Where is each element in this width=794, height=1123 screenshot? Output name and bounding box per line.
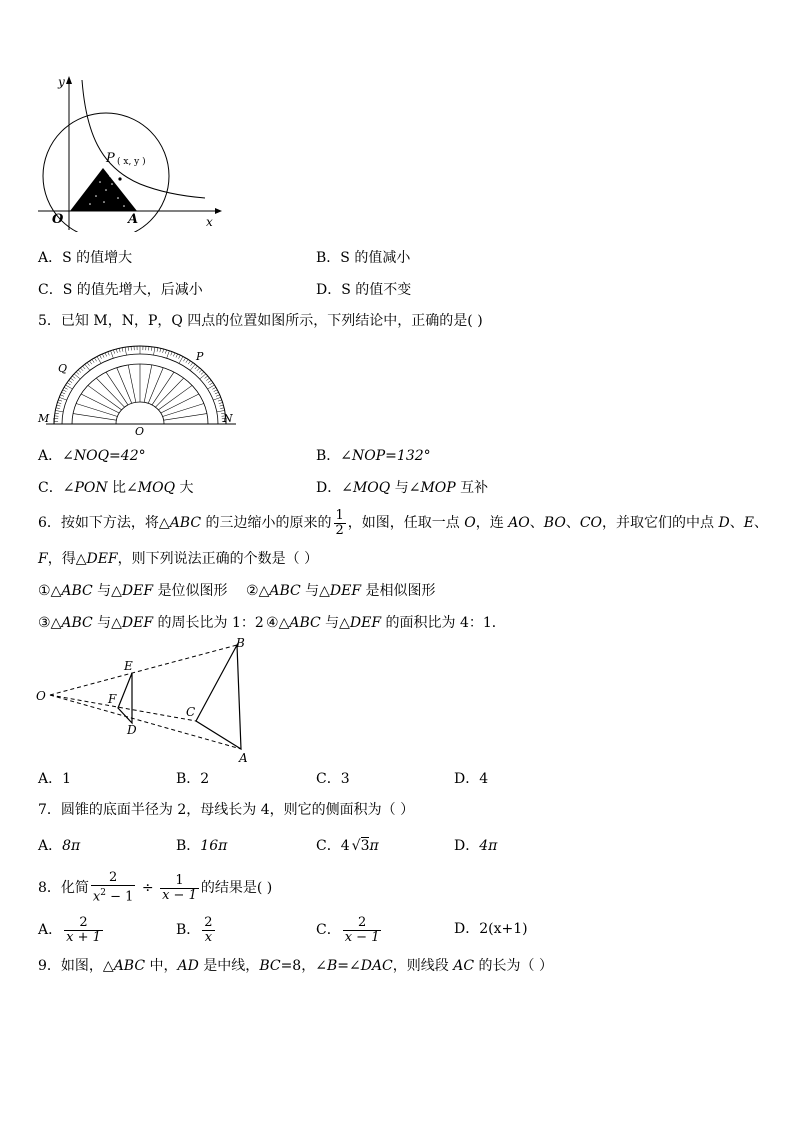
protractor-tick [195,366,198,369]
protractor-tick [105,353,107,357]
q5-option-b[interactable]: B．∠NOP=132° [316,448,431,464]
protractor-tick [87,363,89,366]
protractor-tick [173,353,175,357]
q6-fig-o: O [36,689,46,703]
q5-fig-m: M [38,412,50,425]
protractor-tick [218,400,222,401]
q4-option-a[interactable]: A．S 的值增大 [38,250,133,266]
protractor-tick [176,354,178,358]
protractor-tick [190,363,192,366]
q5-option-c[interactable]: C．∠PON 比∠MOQ 大 [38,480,194,496]
q5-fig-q: Q [58,362,68,375]
protractor-tick [113,350,114,354]
protractor-tick [208,380,211,382]
protractor-tick [102,354,104,358]
protractor-tick [67,383,70,385]
protractor-tick [119,348,120,352]
protractor-tick [220,405,224,406]
protractor-tick [89,361,91,364]
q6-option-c[interactable]: C．3 [316,771,350,787]
protractor-tick [167,351,170,359]
q7-option-c[interactable]: C．4 √3π [316,838,379,854]
protractor-tick [160,348,161,352]
fig1-p-label: P [106,151,115,166]
q6-option-d[interactable]: D．4 [454,771,489,787]
protractor-tick [66,385,73,389]
protractor-tick [97,356,101,363]
protractor-tick [206,378,209,380]
protractor-tick [183,358,185,361]
protractor-ray [76,403,117,416]
protractor-tick [82,366,85,369]
q5-b-expr: ∠NOP=132° [340,448,431,464]
protractor-tick [116,349,117,353]
protractor-tick [179,356,183,363]
protractor-tick [92,359,94,362]
protractor-tick [55,410,63,411]
q8-option-c[interactable]: C． $\frac{2}{x - 1}$ [316,914,380,945]
q6-option-b[interactable]: B．2 [176,771,210,787]
protractor-tick [213,397,221,400]
protractor-ray [155,378,183,407]
protractor-tick [210,383,213,385]
q6-fig-f: F [108,692,117,706]
q8-fraction-1: $\frac{2}{x^2 - 1}$ [92,870,134,905]
q6-fig-d: D [127,723,137,737]
q6-stem-line2: F，得△DEF，则下列说法正确的个数是（ ） [38,551,319,567]
protractor-ray [144,365,152,402]
sqrt-symbol: √ [351,838,361,854]
protractor-tick [55,413,59,414]
protractor-tick [60,395,64,396]
protractor-tick [178,355,180,359]
protractor-ray [164,414,207,421]
q7-option-a[interactable]: A．8π [38,838,81,854]
protractor-tick [205,376,208,378]
q9-stem: 9．如图，△ABC 中，AD 是中线，BC=8，∠B=∠DAC，则线段 AC 的长为（ ） [38,958,553,974]
q6-statement-3: ③△ABC 与△DEF 的周长比为 1：2 [38,615,264,631]
q6-stem-line1: 6．按如下方法，将△ABC 的三边缩小的原来的 $\frac{1}{2}$ ，如图，任取一点 O，连 AO、BO、CO，并取它们的中点 D、E、 [38,507,768,538]
protractor-ray [88,385,122,409]
protractor-tick [70,378,73,380]
protractor-tick [100,355,102,359]
protractor-ray [96,378,124,407]
protractor-ray [158,385,192,409]
protractor-tick [56,408,60,409]
protractor-tick [157,348,158,352]
protractor-tick [94,358,96,361]
protractor-tick [59,397,67,400]
q6-fig-e: E [124,659,133,673]
protractor-tick [122,348,123,352]
protractor-ray [128,365,136,402]
protractor-tick [220,408,224,409]
q6-statement-4: ④△ABC 与△DEF 的面积比为 4：1． [266,615,506,631]
protractor-ray [81,394,119,413]
protractor-ray [161,394,199,413]
protractor-tick [111,351,114,359]
fig1-y-label: y [58,75,65,89]
protractor-ray [73,414,116,421]
q5-fig-o: O [135,425,145,438]
q4-option-d[interactable]: D．S 的值不变 [316,282,412,298]
protractor-tick [199,370,202,373]
protractor-tick [208,385,215,389]
protractor-tick [151,347,152,351]
protractor-tick [201,372,204,375]
figure-homothety [34,636,264,766]
q6-fig-b: B [236,636,245,650]
protractor-tick [61,392,65,394]
q6-fraction-half: $\frac{1}{2}$ [335,507,344,538]
protractor-tick [64,387,68,389]
protractor-tick [197,368,200,371]
protractor-tick [212,387,216,389]
protractor-tick [80,368,83,371]
protractor-tick [78,370,81,373]
q4-option-b[interactable]: B．S 的值减小 [316,250,411,266]
q6-fig-c: C [186,705,196,719]
protractor-tick [163,349,164,353]
q7-option-b[interactable]: B．16π [176,838,228,854]
protractor-tick [216,395,220,396]
fig1-a-label: A [128,212,139,227]
protractor-tick [76,372,79,375]
q8-stem: 8．化简 $\frac{2}{x^2 - 1}$ ÷ $\frac{1}{x - 1}$ 的结果是( ) [38,870,273,905]
q5-a-expr: ∠NOQ=42° [62,448,146,464]
protractor-tick [58,400,62,401]
protractor-tick [57,405,61,406]
protractor-tick [186,359,188,362]
q6-option-a[interactable]: A．1 [38,771,72,787]
protractor-tick [63,390,67,392]
q4-option-c[interactable]: C．S 的值先增大，后减小 [38,282,203,298]
protractor-tick [69,380,72,382]
protractor-tick [72,376,75,378]
protractor-ray [106,372,128,405]
q8-fraction-2: $\frac{1}{x - 1}$ [162,872,197,903]
q8-option-b[interactable]: B． $\frac{2}{x}$ [176,914,213,945]
q6-statement-1: ①△ABC 与△DEF 是位似图形 [38,583,228,599]
q6-statement-2: ②△ABC 与△DEF 是相似图形 [246,583,436,599]
protractor-tick [214,390,218,392]
protractor-tick [154,347,155,355]
protractor-tick [165,350,166,354]
q8-option-a[interactable]: A． $\frac{2}{x + 1}$ [38,914,101,945]
protractor-tick [108,352,109,356]
protractor-tick [128,347,129,351]
protractor-tick [188,361,190,364]
q7-option-d[interactable]: D．4π [454,838,498,854]
q5-fig-p: P [196,350,204,363]
protractor-ray [163,403,204,416]
figure-hyperbola-circle [30,72,230,232]
q5-stem: 5．已知 M，N，P，Q 四点的位置如图所示，下列结论中，正确的是( ) [38,313,483,329]
protractor-tick [219,403,223,404]
figure-protractor [36,338,246,438]
q7-stem: 7．圆锥的底面半径为 2，母线长为 4，则它的侧面积为（ ） [38,802,415,818]
fig1-p-coord: ( x, y ) [117,157,146,167]
protractor-ray [152,372,174,405]
q8-option-d[interactable]: D．2(x+1) [454,921,528,937]
q5-fig-n: N [223,412,233,425]
fig1-x-label: x [206,215,213,229]
protractor-tick [125,347,126,355]
protractor-tick [57,403,61,404]
fig1-o-label: O [52,212,64,227]
protractor-tick [215,392,219,394]
q5-option-a[interactable]: A．∠NOQ=42° [38,448,146,464]
q6-fig-a: A [239,751,248,765]
q5-option-d[interactable]: D．∠MOQ 与∠MOP 互补 [316,480,489,496]
protractor-tick [171,352,172,356]
